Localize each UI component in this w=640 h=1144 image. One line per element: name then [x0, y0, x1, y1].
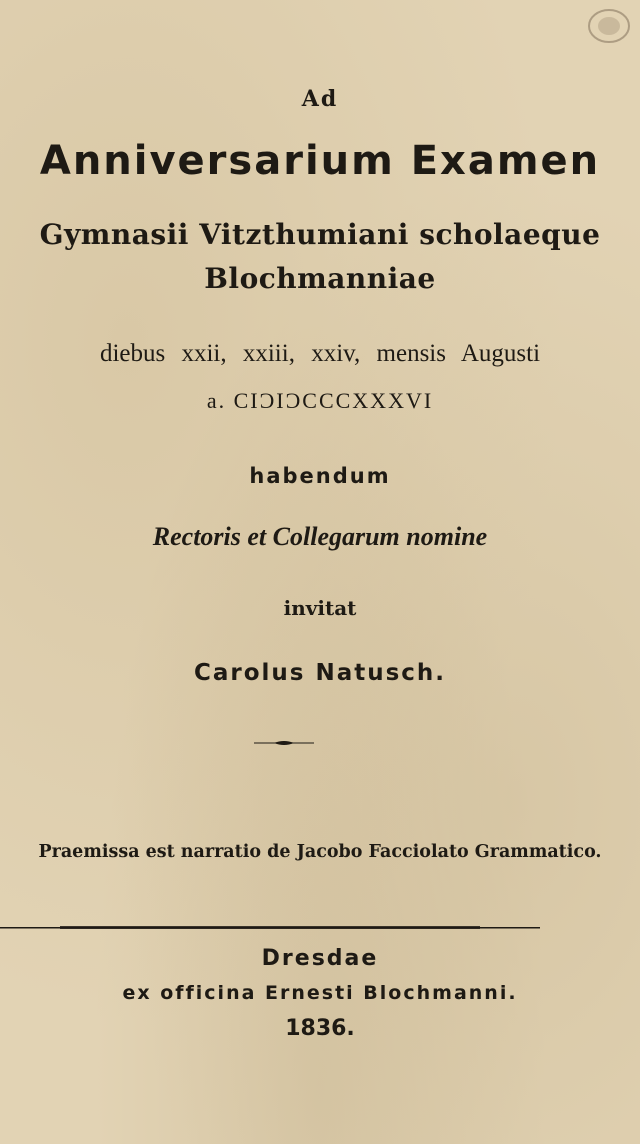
institution-line-2: Blochmanniae	[204, 262, 436, 295]
institution-line-1: Gymnasii Vitzthumiani scholaeque	[39, 218, 601, 251]
library-stamp-icon	[584, 6, 634, 46]
publication-year: 1836.	[285, 1016, 355, 1041]
invitat-line: invitat	[283, 596, 357, 620]
horizontal-rule	[0, 926, 540, 930]
ad-heading: Ad	[301, 86, 339, 112]
main-title: Anniversarium Examen	[39, 138, 601, 184]
printer-line: ex officina Ernesti Blochmanni.	[122, 982, 518, 1004]
praemissa-line: Praemissa est narratio de Jacobo Facciolato Grammatico.	[38, 842, 602, 862]
rectoris-line: Rectoris et Collegarum nomine	[152, 522, 488, 551]
dates-line: diebus xxii, xxiii, xxiv, mensis Augusti	[99, 340, 541, 367]
roman-year: a. CIƆIƆCCCXXXVI	[206, 388, 434, 413]
ornament-divider-icon	[254, 738, 314, 748]
author-name: Carolus Natusch.	[193, 660, 447, 686]
city-line: Dresdae	[261, 946, 379, 971]
habendum-line: habendum	[249, 464, 391, 488]
